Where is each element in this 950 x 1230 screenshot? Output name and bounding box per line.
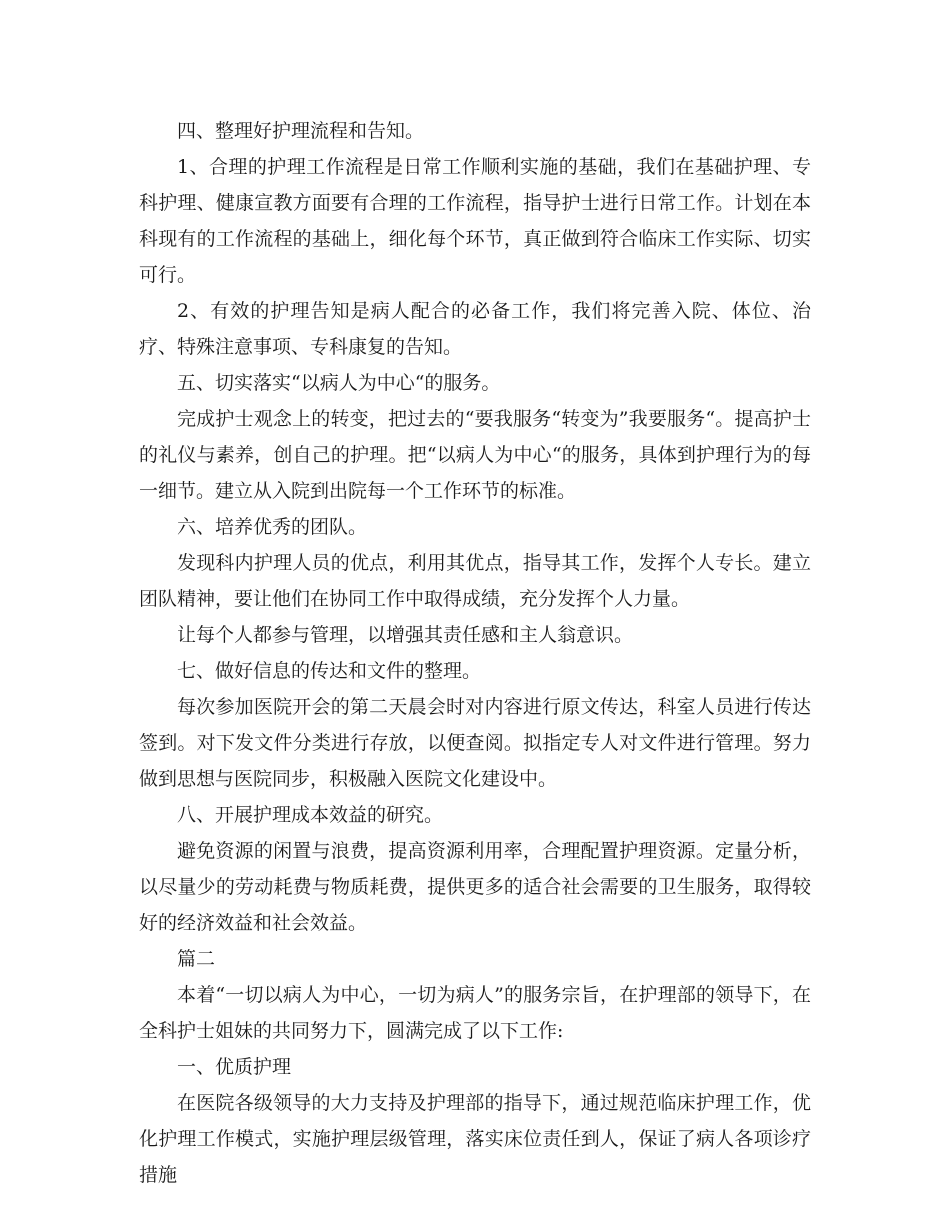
section-heading-5: 五、切实落实“以病人为中心“的服务。: [177, 372, 501, 394]
section-heading-6: 六、培养优秀的团队。: [177, 516, 368, 538]
paragraph-service-concept: 完成护士观念上的转变，把过去的“要我服务“转变为”我要服务“。提高护士的礼仪与素养，创自己的护理。把“以病人为中心“的服务，具体到护理行为的每一细节。建立从入院到出院每一个工作环节的标准。: [139, 408, 811, 502]
document-page: [139, 113, 811, 1193]
chapter-heading-2: 篇二: [177, 948, 216, 970]
section-heading-8: 八、开展护理成本效益的研究。: [177, 804, 444, 826]
section-heading-4: 四、整理好护理流程和告知。: [177, 120, 425, 142]
paragraph-information: 每次参加医院开会的第二天晨会时对内容进行原文传达，科室人员进行传达签到。对下发文件分类进行存放，以便查阅。拟指定专人对文件进行管理。努力做到思想与医院同步，积极融入医院文化建设中。: [139, 696, 811, 790]
paragraph-notification: 2、有效的护理告知是病人配合的必备工作，我们将完善入院、体位、治疗、特殊注意事项、专科康复的告知。: [139, 300, 811, 358]
paragraph-intro-2: 本着“一切以病人为中心，一切为病人”的服务宗旨，在护理部的领导下，在全科护士姐妹的共同努力下，圆满完成了以下工作:: [139, 984, 811, 1042]
section-heading-quality: 一、优质护理: [177, 1056, 292, 1078]
paragraph-team: 发现科内护理人员的优点，利用其优点，指导其工作，发挥个人专长。建立团队精神，要让他们在协同工作中取得成绩，充分发挥个人力量。: [139, 552, 811, 610]
section-heading-7: 七、做好信息的传达和文件的整理。: [177, 660, 482, 682]
paragraph-cost-benefit: 避免资源的闲置与浪费，提高资源利用率，合理配置护理资源。定量分析，以尽量少的劳动耗费与物质耗费，提供更多的适合社会需要的卫生服务，取得较好的经济效益和社会效益。: [139, 840, 811, 934]
paragraph-workflow: 1、合理的护理工作流程是日常工作顺利实施的基础，我们在基础护理、专科护理、健康宣教方面要有合理的工作流程，指导护士进行日常工作。计划在本科现有的工作流程的基础上，细化每个环节，真正做到符合临床工作实际、切实可行。: [139, 156, 811, 286]
paragraph-participation: 让每个人都参与管理，以增强其责任感和主人翁意识。: [177, 624, 634, 646]
paragraph-quality-care: 在医院各级领导的大力支持及护理部的指导下，通过规范临床护理工作，优化护理工作模式，实施护理层级管理，落实床位责任到人，保证了病人各项诊疗措施: [139, 1092, 811, 1186]
